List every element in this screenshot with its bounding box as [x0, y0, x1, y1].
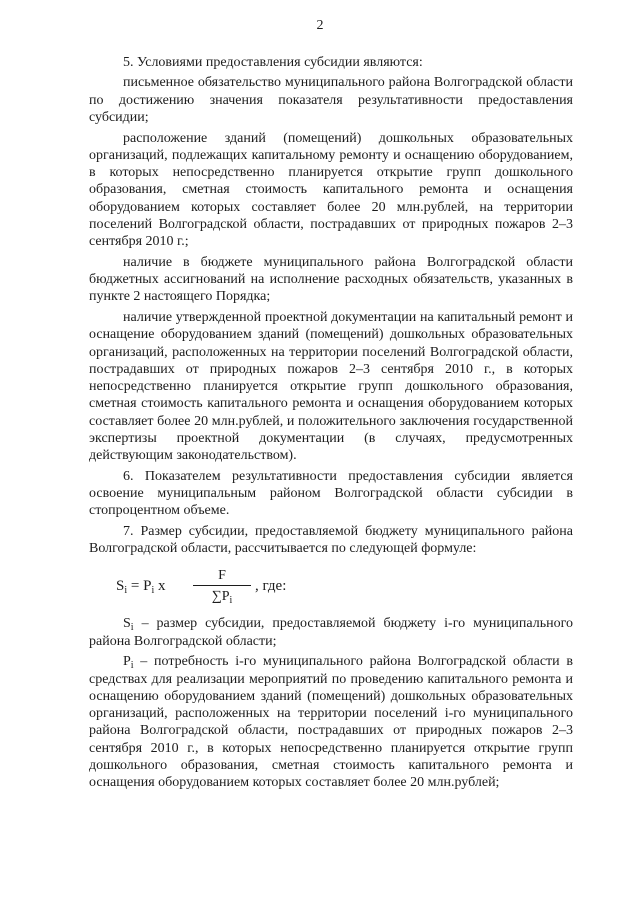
condition-written-obligation: письменное обязательство муниципального района Волгоградской области по достижению значения показателя результативности предоставления субсидии;	[89, 75, 573, 126]
condition-budget-allocations: наличие в бюджете муниципального района Волгоградской области бюджетных ассигнований на исполнение расходных обязательств, указанных в пункте 2 настоящего Порядка;	[89, 254, 573, 305]
subsidy-formula	[89, 567, 573, 611]
formula-fraction	[193, 567, 251, 605]
definition-pi: $P_i$ – потребность i-го муниципального района Волгоградской области в средствах для реализации мероприятий по проведению капитального ремонта и оснащению оборудованием зданий (помещений) дошкольных образовательных организаций, расположенных на территории поселений i-го муниципального района Волгоградской области, пострадавших от природных пожаров 2–3 сентября 2010 г., в которых непосредственно планируется открытие групп дошкольного образования, сметная стоимость капитального ремонта и оснащения оборудованием которых составляет более 20 млн.рублей;	[89, 654, 573, 791]
page-number: 2	[316, 18, 324, 33]
condition-design-documentation: наличие утвержденной проектной документации на капитальный ремонт и оснащение оборудованием зданий (помещений) дошкольных образовательных организаций, расположенных на территории поселений Волгоградской области, пострадавших от природных пожаров 2–3 сентября 2010 г., в которых непосредственно планируется открытие групп дошкольного образования, сметная стоимость капитального ремонта и оснащения оборудованием которых составляет более 20 млн.рублей, и положительного заключения государственной экспертизы проектной документации (в случаях, предусмотренных действующим законодательством).	[89, 309, 573, 464]
fraction-bar	[193, 585, 251, 586]
paragraph-6-indicator: 6. Показателем результативности предоставления субсидии является освоение муниципальным районом Волгоградской области субсидии в стопроцентном объеме.	[89, 468, 573, 519]
formula-left-side: $S_i = P_i$ x	[116, 578, 166, 597]
formula-denominator: $\sum P_i$	[211, 589, 233, 607]
paragraph-7-subsidy-size: 7. Размер субсидии, предоставляемой бюджету муниципального района Волгоградской области, рассчитывается по следующей формуле:	[89, 523, 573, 557]
paragraph-5-heading: 5. Условиями предоставления субсидии являются:	[123, 55, 423, 70]
definition-si: $S_i$ – размер субсидии, предоставляемой бюджету i-го муниципального района Волгоградской области;	[89, 616, 573, 649]
document-body	[89, 54, 573, 792]
formula-where: , где:	[255, 578, 287, 595]
formula-numerator: F	[218, 568, 226, 584]
condition-buildings-location: расположение зданий (помещений) дошкольных образовательных организаций, подлежащих капитальному ремонту и оснащению оборудованием, в которых непосредственно планируется открытие групп дошкольного образования, сметная стоимость капитального ремонта и оснащения оборудованием которых составляет более 20 млн.рублей, на территории поселений Волгоградской области, пострадавших от природных пожаров 2–3 сентября 2010 г.;	[89, 130, 573, 250]
